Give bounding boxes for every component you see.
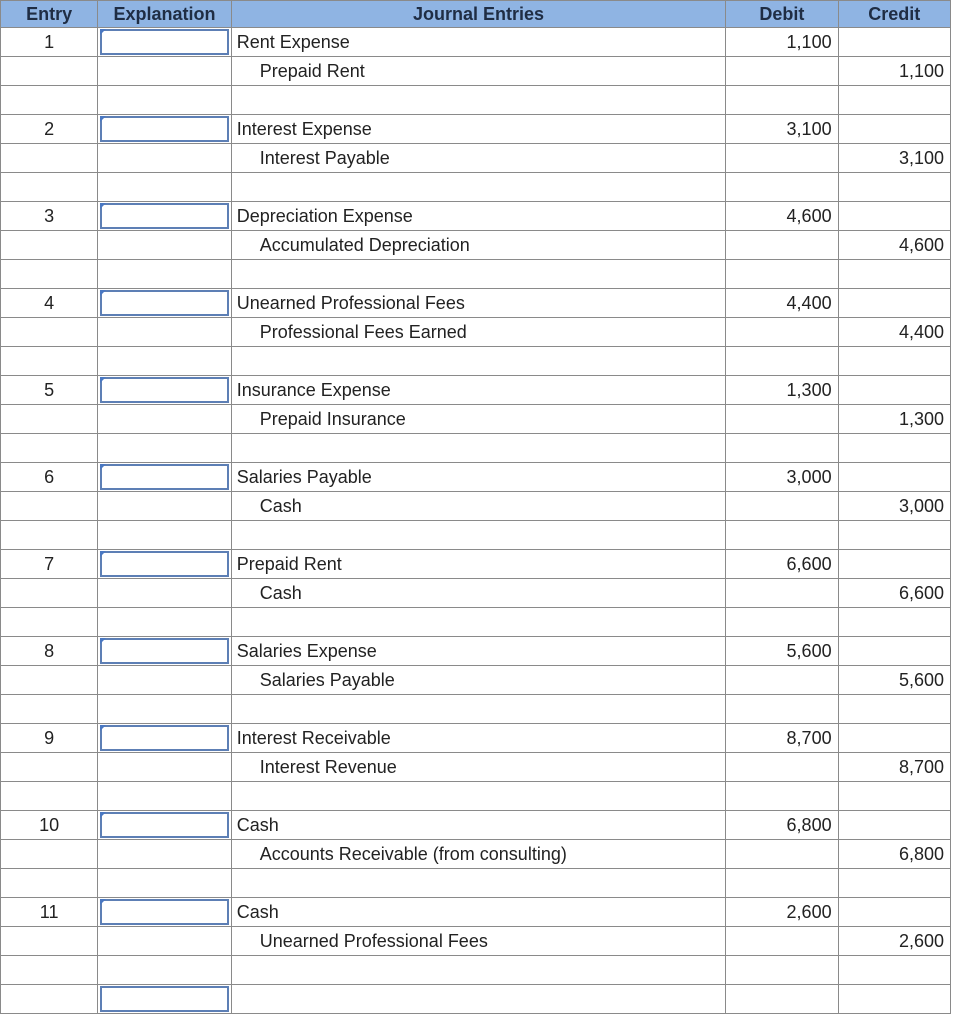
empty-cell xyxy=(838,434,950,463)
credit-account: Cash xyxy=(231,492,726,521)
empty-cell xyxy=(726,173,838,202)
header-journal-entries: Journal Entries xyxy=(231,1,726,28)
entry-credit-row xyxy=(1,231,951,260)
entry-number: 8 xyxy=(1,637,98,666)
explanation-empty xyxy=(98,840,231,869)
entry-number-empty xyxy=(1,927,98,956)
debit-account: Cash xyxy=(231,898,726,927)
explanation-input-cell[interactable] xyxy=(98,202,231,231)
explanation-empty xyxy=(98,666,231,695)
flag-marker-icon xyxy=(100,899,106,905)
entry-debit-row xyxy=(1,637,951,666)
debit-amount-empty xyxy=(726,318,838,347)
entry-debit-row xyxy=(1,463,951,492)
debit-amount: 6,600 xyxy=(726,550,838,579)
debit-account: Depreciation Expense xyxy=(231,202,726,231)
debit-amount-empty xyxy=(726,144,838,173)
credit-account: Prepaid Insurance xyxy=(231,405,726,434)
entry-number-empty xyxy=(1,405,98,434)
explanation-input[interactable] xyxy=(100,29,228,55)
empty-cell xyxy=(838,521,950,550)
debit-amount-empty xyxy=(726,927,838,956)
credit-account: Interest Payable xyxy=(231,144,726,173)
entry-debit-row xyxy=(1,550,951,579)
credit-amount: 4,600 xyxy=(838,231,950,260)
header-row xyxy=(1,1,951,28)
empty-cell xyxy=(1,173,98,202)
entry-debit-row xyxy=(1,376,951,405)
entry-debit-row xyxy=(1,724,951,753)
explanation-empty xyxy=(98,492,231,521)
explanation-input[interactable] xyxy=(100,986,228,1012)
explanation-empty xyxy=(98,753,231,782)
credit-amount: 1,300 xyxy=(838,405,950,434)
entry-spacer-row xyxy=(1,608,951,637)
empty-cell xyxy=(726,695,838,724)
credit-amount-empty xyxy=(838,550,950,579)
empty-cell xyxy=(726,260,838,289)
credit-account: Prepaid Rent xyxy=(231,57,726,86)
explanation-empty xyxy=(98,318,231,347)
empty-cell xyxy=(1,608,98,637)
empty-cell xyxy=(838,695,950,724)
empty-cell xyxy=(726,347,838,376)
empty-cell xyxy=(98,434,231,463)
credit-account: Cash xyxy=(231,579,726,608)
debit-account: Salaries Expense xyxy=(231,637,726,666)
entry-spacer-row xyxy=(1,260,951,289)
debit-amount: 1,100 xyxy=(726,28,838,57)
debit-amount-empty xyxy=(726,492,838,521)
credit-amount-empty xyxy=(838,376,950,405)
explanation-input[interactable] xyxy=(100,899,228,925)
credit-account: Salaries Payable xyxy=(231,666,726,695)
empty-cell xyxy=(726,956,838,985)
flag-marker-icon xyxy=(100,290,106,296)
explanation-input[interactable] xyxy=(100,725,228,751)
empty-cell xyxy=(726,521,838,550)
empty-cell xyxy=(838,260,950,289)
explanation-input[interactable] xyxy=(100,812,228,838)
entry-credit-row xyxy=(1,492,951,521)
empty-cell xyxy=(98,347,231,376)
empty-cell xyxy=(231,347,726,376)
debit-account: Prepaid Rent xyxy=(231,550,726,579)
explanation-input-cell[interactable] xyxy=(98,637,231,666)
explanation-empty xyxy=(98,927,231,956)
debit-account: Insurance Expense xyxy=(231,376,726,405)
explanation-input-cell[interactable] xyxy=(98,376,231,405)
entry-number: 7 xyxy=(1,550,98,579)
entry-spacer-row xyxy=(1,695,951,724)
explanation-empty xyxy=(98,579,231,608)
empty-cell xyxy=(726,608,838,637)
debit-amount-empty xyxy=(726,666,838,695)
credit-amount-empty xyxy=(838,724,950,753)
empty-cell xyxy=(231,869,726,898)
flag-marker-icon xyxy=(100,725,106,731)
empty-cell xyxy=(231,985,726,1014)
empty-cell xyxy=(838,869,950,898)
empty-cell xyxy=(1,434,98,463)
empty-cell xyxy=(726,86,838,115)
credit-amount: 5,600 xyxy=(838,666,950,695)
explanation-input-cell[interactable] xyxy=(98,811,231,840)
debit-amount: 2,600 xyxy=(726,898,838,927)
empty-cell xyxy=(838,173,950,202)
empty-cell xyxy=(98,608,231,637)
explanation-input-cell[interactable] xyxy=(98,985,231,1014)
flag-marker-icon xyxy=(100,551,106,557)
entry-debit-row xyxy=(1,28,951,57)
empty-cell xyxy=(231,260,726,289)
debit-account: Unearned Professional Fees xyxy=(231,289,726,318)
entry-spacer-row xyxy=(1,86,951,115)
empty-cell xyxy=(726,782,838,811)
entry-credit-row xyxy=(1,753,951,782)
empty-cell xyxy=(98,869,231,898)
explanation-empty xyxy=(98,144,231,173)
credit-amount: 3,100 xyxy=(838,144,950,173)
explanation-input[interactable] xyxy=(100,464,228,490)
entry-number-empty xyxy=(1,144,98,173)
debit-amount-empty xyxy=(726,753,838,782)
explanation-input-cell[interactable] xyxy=(98,463,231,492)
explanation-input-cell[interactable] xyxy=(98,550,231,579)
entry-number-empty xyxy=(1,666,98,695)
explanation-input[interactable] xyxy=(100,116,228,142)
empty-cell xyxy=(726,434,838,463)
entry-number: 9 xyxy=(1,724,98,753)
debit-amount-empty xyxy=(726,579,838,608)
entry-credit-row xyxy=(1,666,951,695)
empty-cell xyxy=(1,521,98,550)
empty-cell xyxy=(98,521,231,550)
entry-credit-row xyxy=(1,318,951,347)
header-explanation: Explanation xyxy=(98,1,231,28)
explanation-input[interactable] xyxy=(100,203,228,229)
explanation-input[interactable] xyxy=(100,638,228,664)
entry-number: 6 xyxy=(1,463,98,492)
debit-amount: 3,000 xyxy=(726,463,838,492)
flag-marker-icon xyxy=(100,116,106,122)
debit-account: Interest Expense xyxy=(231,115,726,144)
empty-cell xyxy=(98,173,231,202)
debit-account: Cash xyxy=(231,811,726,840)
empty-cell xyxy=(726,869,838,898)
empty-cell xyxy=(231,521,726,550)
debit-amount: 6,800 xyxy=(726,811,838,840)
entry-spacer-row xyxy=(1,347,951,376)
header-debit: Debit xyxy=(726,1,838,28)
credit-amount-empty xyxy=(838,811,950,840)
empty-cell xyxy=(231,695,726,724)
explanation-input[interactable] xyxy=(100,290,228,316)
debit-account: Interest Receivable xyxy=(231,724,726,753)
entry-number-empty xyxy=(1,318,98,347)
entry-number-empty xyxy=(1,840,98,869)
credit-amount-empty xyxy=(838,202,950,231)
explanation-empty xyxy=(98,57,231,86)
flag-marker-icon xyxy=(100,203,106,209)
entry-spacer-row xyxy=(1,521,951,550)
entry-debit-row xyxy=(1,289,951,318)
debit-account: Rent Expense xyxy=(231,28,726,57)
credit-amount: 6,800 xyxy=(838,840,950,869)
explanation-input-cell[interactable] xyxy=(98,898,231,927)
entry-credit-row xyxy=(1,57,951,86)
entry-credit-row xyxy=(1,579,951,608)
explanation-input-cell[interactable] xyxy=(98,28,231,57)
entry-number: 11 xyxy=(1,898,98,927)
empty-cell xyxy=(726,985,838,1014)
debit-amount: 5,600 xyxy=(726,637,838,666)
credit-amount: 2,600 xyxy=(838,927,950,956)
credit-account: Unearned Professional Fees xyxy=(231,927,726,956)
debit-amount-empty xyxy=(726,57,838,86)
credit-account: Accumulated Depreciation xyxy=(231,231,726,260)
entry-credit-row xyxy=(1,927,951,956)
entry-number: 10 xyxy=(1,811,98,840)
entry-credit-row xyxy=(1,840,951,869)
entry-number-empty xyxy=(1,231,98,260)
flag-marker-icon xyxy=(100,812,106,818)
entry-number-empty xyxy=(1,579,98,608)
credit-amount: 8,700 xyxy=(838,753,950,782)
entry-debit-row xyxy=(1,202,951,231)
entry-spacer-row xyxy=(1,869,951,898)
empty-cell xyxy=(838,985,950,1014)
credit-amount-empty xyxy=(838,28,950,57)
credit-amount: 3,000 xyxy=(838,492,950,521)
empty-cell xyxy=(838,956,950,985)
entry-spacer-row xyxy=(1,173,951,202)
empty-cell xyxy=(838,86,950,115)
entry-spacer-row xyxy=(1,956,951,985)
empty-cell xyxy=(98,86,231,115)
entry-debit-row xyxy=(1,811,951,840)
header-credit: Credit xyxy=(838,1,950,28)
empty-cell xyxy=(838,347,950,376)
explanation-input[interactable] xyxy=(100,551,228,577)
flag-marker-icon xyxy=(100,464,106,470)
debit-account: Salaries Payable xyxy=(231,463,726,492)
empty-cell xyxy=(1,782,98,811)
debit-amount-empty xyxy=(726,840,838,869)
empty-cell xyxy=(98,260,231,289)
explanation-input-cell[interactable] xyxy=(98,289,231,318)
empty-cell xyxy=(1,347,98,376)
debit-amount: 3,100 xyxy=(726,115,838,144)
empty-cell xyxy=(838,608,950,637)
credit-amount: 6,600 xyxy=(838,579,950,608)
empty-cell xyxy=(1,260,98,289)
empty-cell xyxy=(98,782,231,811)
credit-account: Professional Fees Earned xyxy=(231,318,726,347)
empty-cell xyxy=(231,434,726,463)
debit-amount-empty xyxy=(726,231,838,260)
explanation-empty xyxy=(98,231,231,260)
credit-amount: 4,400 xyxy=(838,318,950,347)
credit-account: Interest Revenue xyxy=(231,753,726,782)
credit-amount-empty xyxy=(838,898,950,927)
flag-marker-icon xyxy=(100,638,106,644)
empty-cell xyxy=(1,956,98,985)
journal-body xyxy=(1,28,951,1014)
entry-debit-row xyxy=(1,115,951,144)
entry-spacer-row xyxy=(1,434,951,463)
credit-amount-empty xyxy=(838,289,950,318)
empty-cell xyxy=(231,782,726,811)
explanation-input-cell[interactable] xyxy=(98,724,231,753)
empty-cell xyxy=(231,956,726,985)
entry-number-empty xyxy=(1,492,98,521)
entry-credit-row xyxy=(1,144,951,173)
entry-number: 1 xyxy=(1,28,98,57)
empty-cell xyxy=(231,608,726,637)
debit-amount: 4,400 xyxy=(726,289,838,318)
header-entry: Entry xyxy=(1,1,98,28)
debit-amount: 1,300 xyxy=(726,376,838,405)
entry-number-empty xyxy=(1,985,98,1014)
explanation-input-cell[interactable] xyxy=(98,115,231,144)
empty-cell xyxy=(1,869,98,898)
empty-cell xyxy=(231,173,726,202)
entry-number: 3 xyxy=(1,202,98,231)
credit-amount-empty xyxy=(838,115,950,144)
entry-debit-row xyxy=(1,898,951,927)
entry-spacer-row xyxy=(1,782,951,811)
entry-credit-row xyxy=(1,405,951,434)
entry-number-empty xyxy=(1,57,98,86)
debit-amount: 8,700 xyxy=(726,724,838,753)
entry-number: 4 xyxy=(1,289,98,318)
flag-marker-icon xyxy=(100,29,106,35)
debit-amount-empty xyxy=(726,405,838,434)
explanation-input[interactable] xyxy=(100,377,228,403)
empty-cell xyxy=(1,695,98,724)
credit-amount-empty xyxy=(838,637,950,666)
empty-cell xyxy=(1,86,98,115)
entry-number: 5 xyxy=(1,376,98,405)
credit-amount-empty xyxy=(838,463,950,492)
entry-number: 2 xyxy=(1,115,98,144)
flag-marker-icon xyxy=(100,377,106,383)
explanation-empty xyxy=(98,405,231,434)
credit-amount: 1,100 xyxy=(838,57,950,86)
empty-cell xyxy=(231,86,726,115)
entry-debit-row xyxy=(1,985,951,1014)
entry-number-empty xyxy=(1,753,98,782)
empty-cell xyxy=(98,956,231,985)
debit-amount: 4,600 xyxy=(726,202,838,231)
credit-account: Accounts Receivable (from consulting) xyxy=(231,840,726,869)
empty-cell xyxy=(838,782,950,811)
empty-cell xyxy=(98,695,231,724)
